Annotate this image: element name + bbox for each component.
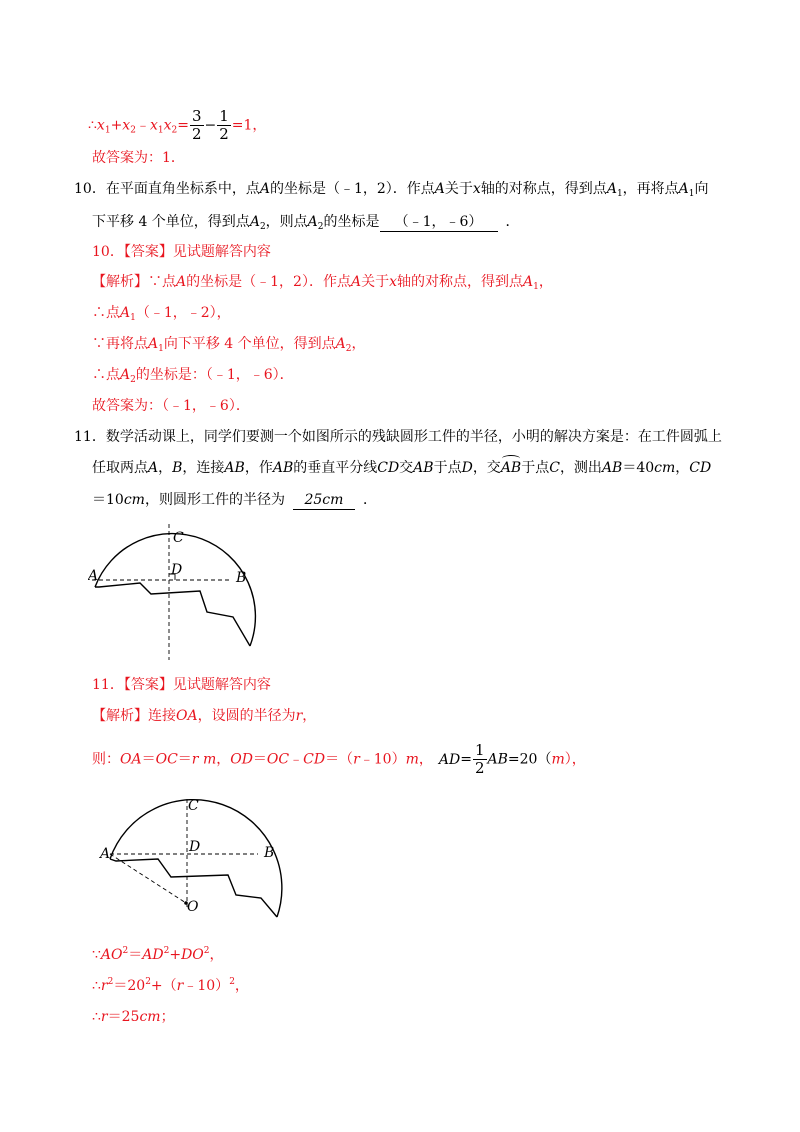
- sub: 2: [171, 125, 178, 136]
- answer-blank: 25cm: [293, 491, 355, 510]
- op: ＝: [141, 751, 156, 768]
- text: +（: [150, 978, 177, 994]
- op: =: [460, 751, 472, 768]
- q11-solution-3: [92, 945, 224, 965]
- text: 数学活动课上，同学们要测一个如图所示的残缺圆形工件的半径，小明的解决方案是：在工件圆弧上: [105, 429, 722, 445]
- text: ；: [160, 1009, 175, 1025]
- because-symbol: ∵: [92, 947, 101, 963]
- q10-line1: [74, 179, 709, 199]
- var: OA: [120, 751, 142, 768]
- var: AB: [224, 460, 245, 476]
- op: ＝: [128, 947, 143, 963]
- text: ∴点: [92, 367, 120, 383]
- q11-line2: [92, 458, 711, 478]
- var: AD: [438, 751, 461, 768]
- text: 下平移 4 个单位，得到点: [92, 214, 250, 230]
- var-x: x: [122, 117, 131, 134]
- denominator: 2: [474, 759, 485, 777]
- var-x: x: [163, 117, 172, 134]
- text: ﹣10）: [359, 751, 406, 768]
- text: ∵再将点: [92, 336, 148, 352]
- text: 【解析】连接: [92, 708, 176, 724]
- label-b: B: [264, 845, 275, 861]
- op: =: [177, 117, 189, 134]
- var: A: [350, 274, 362, 290]
- q10-solution-1: [92, 272, 553, 292]
- op: ﹣: [289, 751, 304, 768]
- var: x: [389, 274, 397, 290]
- q11-line1: [74, 427, 722, 447]
- var: A: [307, 214, 318, 230]
- text: 向下平移 4 个单位，得到点: [163, 336, 336, 352]
- text: ∴点: [92, 305, 120, 321]
- text: 关于: [361, 274, 390, 290]
- fraction-1-2: [473, 742, 487, 777]
- figure-broken-circle-2: [96, 795, 296, 935]
- sup: 2: [122, 946, 129, 956]
- text: ，再将点: [622, 181, 679, 197]
- text: 向: [694, 181, 709, 197]
- text: 交: [399, 460, 414, 476]
- q10-line2: [92, 212, 520, 232]
- figure-broken-circle-1: [88, 522, 268, 662]
- text: ．: [362, 492, 377, 508]
- label-a: A: [100, 846, 111, 862]
- text: 轴的对称点，得到点: [396, 274, 523, 290]
- text: ，: [209, 947, 224, 963]
- var: A: [120, 305, 131, 321]
- text: 的垂直平分线: [293, 460, 378, 476]
- question-number: 11．: [74, 429, 106, 445]
- text: ，: [675, 460, 690, 476]
- var: C: [549, 460, 560, 476]
- var-x: x: [149, 117, 158, 134]
- sup: 2: [163, 946, 170, 956]
- var: A: [434, 181, 445, 197]
- var: A: [120, 367, 131, 383]
- q11-answer-head: 11．【答案】见试题解答内容: [92, 677, 271, 693]
- var: r: [295, 708, 303, 724]
- text: ，测出: [559, 460, 602, 476]
- unit: cm: [123, 492, 145, 508]
- op: +: [169, 947, 182, 963]
- q9-equation-line: [88, 108, 266, 143]
- sub: 1: [104, 125, 111, 136]
- var: A: [606, 181, 617, 197]
- therefore-symbol: ∴: [92, 1009, 101, 1025]
- text: ，则圆形工件的半径为: [144, 492, 285, 508]
- numerator: 1: [219, 107, 229, 125]
- var: DO: [181, 947, 204, 963]
- text: 在平面直角坐标系中，点: [105, 181, 260, 197]
- label-c: C: [173, 530, 184, 546]
- sub: 1: [158, 344, 164, 354]
- q10-solution-2: [92, 303, 231, 323]
- q9-answer: 故答案为：1．: [92, 150, 185, 166]
- q11-line3: [92, 490, 377, 510]
- unit: m: [405, 751, 419, 768]
- var: A: [335, 336, 346, 352]
- text: ，: [538, 274, 553, 290]
- op: ＝（: [325, 751, 354, 768]
- var: OD: [230, 751, 253, 768]
- var: AB: [272, 460, 294, 476]
- numerator: 1: [474, 741, 485, 759]
- op: ﹣: [135, 117, 150, 134]
- var: AB: [413, 460, 434, 476]
- var: A: [148, 460, 159, 476]
- text: ＝40: [622, 460, 655, 476]
- var: CD: [689, 460, 712, 476]
- text: 则：: [92, 751, 120, 768]
- numerator: 3: [191, 107, 202, 125]
- var: OC: [155, 751, 178, 768]
- text: 关于: [444, 181, 473, 197]
- text: 的坐标是: [323, 214, 380, 230]
- var: AD: [142, 947, 164, 963]
- text: ），: [564, 751, 586, 768]
- text: 于点: [433, 460, 462, 476]
- text: 任取两点: [92, 460, 148, 476]
- label-d: D: [189, 839, 201, 855]
- fraction-3-2: [190, 108, 204, 143]
- text: ，连接: [182, 460, 225, 476]
- var: CD: [303, 751, 326, 768]
- q11-solution-5: [92, 1007, 175, 1027]
- text: ，: [418, 751, 433, 768]
- sup: 2: [145, 977, 151, 987]
- text: ，: [351, 336, 366, 352]
- text: ＝20: [113, 978, 146, 994]
- text: 的坐标是（﹣1，2）．作点: [269, 181, 435, 197]
- op: =: [231, 117, 244, 134]
- op: +: [110, 117, 123, 134]
- text: ，则点: [265, 214, 308, 230]
- var: OC: [266, 751, 290, 768]
- sub: 1: [616, 189, 623, 199]
- var: A: [678, 181, 689, 197]
- text: 的坐标是（﹣1，2）．作点: [186, 274, 351, 290]
- sub: 2: [317, 222, 324, 232]
- var: r: [100, 1009, 108, 1025]
- label-b: B: [236, 570, 247, 586]
- q10-solution-3: [92, 334, 366, 354]
- therefore-symbol: ∴: [88, 117, 97, 134]
- text: ＝25: [107, 1009, 140, 1025]
- var: B: [172, 460, 183, 476]
- fraction-1-2: [217, 108, 231, 143]
- text: ＝10: [92, 492, 124, 508]
- denominator: 2: [191, 125, 202, 143]
- sub: 1: [533, 282, 539, 292]
- text: ，: [302, 708, 317, 724]
- var: OA: [176, 708, 198, 724]
- text: 于点: [521, 460, 550, 476]
- text: 轴的对称点，得到点: [480, 181, 607, 197]
- var: x: [472, 181, 481, 197]
- answer-blank: （﹣1，﹣6）: [380, 213, 498, 232]
- sub: 2: [130, 125, 136, 136]
- var: AB: [601, 460, 623, 476]
- text: ，设圆的半径为: [197, 708, 296, 724]
- label-c: C: [188, 798, 199, 814]
- sub: 2: [259, 222, 266, 232]
- q11-solution-2: [92, 742, 586, 777]
- var: A: [259, 181, 270, 197]
- unit: m: [551, 751, 565, 768]
- result: 1，: [243, 117, 267, 134]
- var: A: [176, 274, 187, 290]
- var: A: [148, 336, 159, 352]
- var: r: [353, 751, 360, 768]
- q10-solution-4: [92, 365, 294, 385]
- label-o: O: [187, 899, 199, 915]
- arc-ab: AB: [500, 460, 522, 476]
- text: ﹣10）: [183, 978, 230, 994]
- q10-answer: 故答案为：（﹣1，﹣6）．: [92, 398, 250, 414]
- text: ，: [158, 460, 173, 476]
- var: r m: [191, 751, 217, 768]
- var-x: x: [96, 117, 105, 134]
- text: 的坐标是：（﹣1，﹣6）．: [135, 367, 294, 383]
- label-d: D: [171, 562, 183, 578]
- sub: 1: [688, 189, 695, 199]
- op: −: [204, 117, 217, 134]
- var: r: [100, 978, 108, 994]
- op: ＝: [177, 751, 192, 768]
- var: A: [522, 274, 534, 290]
- op: ＝: [252, 751, 267, 768]
- text: ，交: [472, 460, 501, 476]
- var: A: [249, 214, 260, 230]
- var: AB: [487, 751, 508, 768]
- text: ．: [505, 214, 520, 230]
- sub: 2: [130, 375, 136, 385]
- text: （﹣1，﹣2），: [135, 305, 231, 321]
- sub: 2: [345, 344, 352, 354]
- unit: cm: [654, 460, 676, 476]
- sub: 1: [130, 313, 136, 323]
- sup: 2: [107, 977, 114, 987]
- var: CD: [377, 460, 400, 476]
- q10-answer-head: 10．【答案】见试题解答内容: [92, 244, 271, 260]
- text: ，作: [244, 460, 273, 476]
- text: ，: [234, 978, 249, 994]
- var: AO: [100, 947, 123, 963]
- q11-solution-1: [92, 706, 316, 726]
- text: 【解析】∵点: [92, 274, 176, 290]
- question-number: 10．: [74, 181, 106, 197]
- sup: 2: [229, 977, 235, 987]
- var: D: [461, 460, 473, 476]
- denominator: 2: [219, 125, 229, 143]
- unit: cm: [139, 1009, 161, 1025]
- sub: 1: [157, 125, 164, 136]
- therefore-symbol: ∴: [92, 978, 101, 994]
- var: r: [176, 978, 184, 994]
- text: ，: [216, 751, 231, 768]
- text: =20（: [507, 751, 552, 768]
- sup: 2: [203, 946, 210, 956]
- label-a: A: [88, 568, 99, 584]
- q11-solution-4: [92, 976, 249, 996]
